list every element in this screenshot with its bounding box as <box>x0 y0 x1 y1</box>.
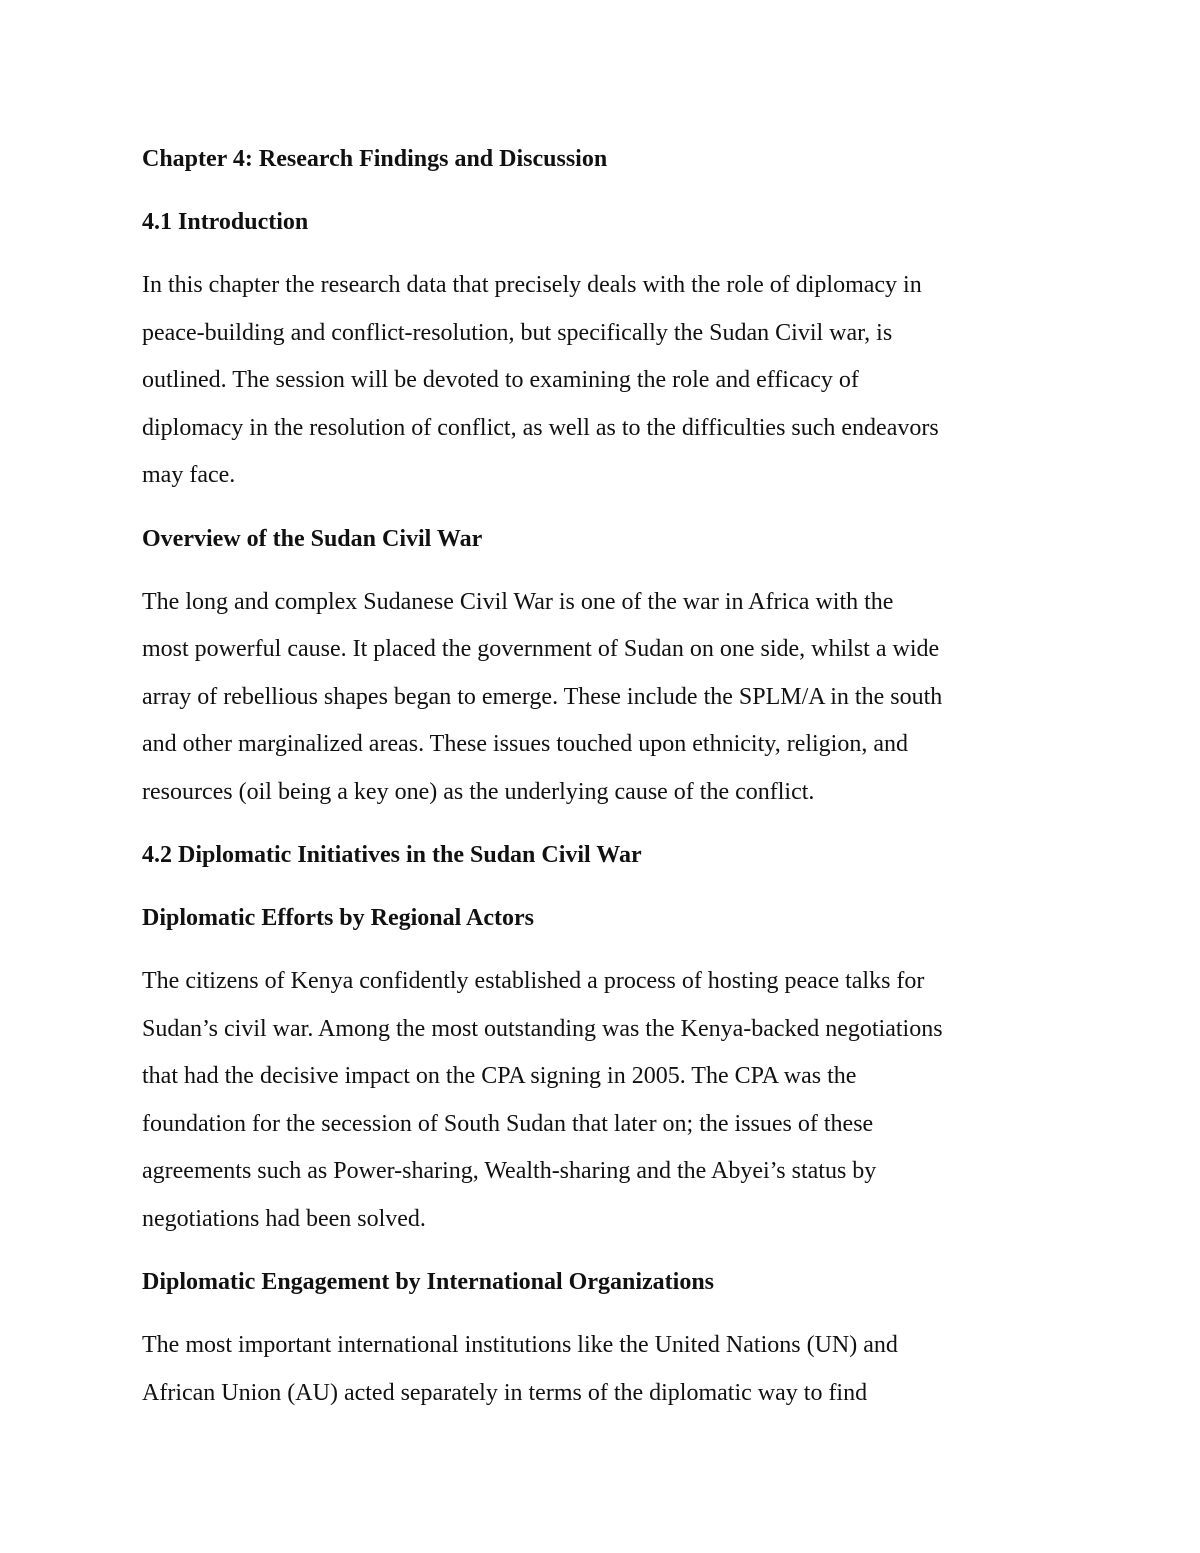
paragraph-line: most powerful cause. It placed the government of Sudan on one side, whilst a wide <box>142 636 940 662</box>
paragraph-line: The citizens of Kenya confidently established a process of hosting peace talks for <box>142 968 925 994</box>
paragraph-line: In this chapter the research data that precisely deals with the role of diplomacy in <box>142 272 922 298</box>
paragraph-line: African Union (AU) acted separately in terms of the diplomatic way to find <box>142 1379 868 1406</box>
overview-title: Overview of the Sudan Civil War <box>142 525 483 552</box>
regional-actors-title: Diplomatic Efforts by Regional Actors <box>142 905 534 931</box>
regional-actors-paragraph <box>142 958 1072 1243</box>
paragraph-line: array of rebellious shapes began to emerge. These include the SPLM/A in the south <box>142 683 943 710</box>
paragraph-line: and other marginalized areas. These issues touched upon ethnicity, religion, and <box>142 731 908 757</box>
section-4-1-title: 4.1 Introduction <box>142 209 309 235</box>
overview-paragraph <box>142 579 1072 817</box>
chapter-title: Chapter 4: Research Findings and Discussion <box>142 146 608 172</box>
paragraph-line: peace-building and conflict-resolution, but specifically the Sudan Civil war, is <box>142 319 893 346</box>
document-page <box>142 136 1072 1433</box>
international-organizations-paragraph <box>142 1322 1072 1417</box>
paragraph-line: The most important international institutions like the United Nations (UN) and <box>142 1332 898 1358</box>
paragraph-line: outlined. The session will be devoted to examining the role and efficacy of <box>142 367 859 393</box>
paragraph-line: may face. <box>142 462 236 488</box>
introduction-paragraph <box>142 262 1072 500</box>
paragraph-line: resources (oil being a key one) as the underlying cause of the conflict. <box>142 778 815 805</box>
paragraph-line: foundation for the secession of South Sudan that later on; the issues of these <box>142 1110 874 1137</box>
paragraph-line: negotiations had been solved. <box>142 1205 426 1232</box>
paragraph-line: agreements such as Power-sharing, Wealth-sharing and the Abyei’s status by <box>142 1158 877 1184</box>
section-4-2-title: 4.2 Diplomatic Initiatives in the Sudan Civil War <box>142 842 642 868</box>
paragraph-line: diplomacy in the resolution of conflict, as well as to the difficulties such endeavors <box>142 414 939 441</box>
international-organizations-title: Diplomatic Engagement by International Organizations <box>142 1269 715 1295</box>
paragraph-line: The long and complex Sudanese Civil War is one of the war in Africa with the <box>142 588 894 615</box>
paragraph-line: Sudan’s civil war. Among the most outstanding was the Kenya-backed negotiations <box>142 1015 943 1042</box>
paragraph-line: that had the decisive impact on the CPA signing in 2005. The CPA was the <box>142 1063 857 1089</box>
